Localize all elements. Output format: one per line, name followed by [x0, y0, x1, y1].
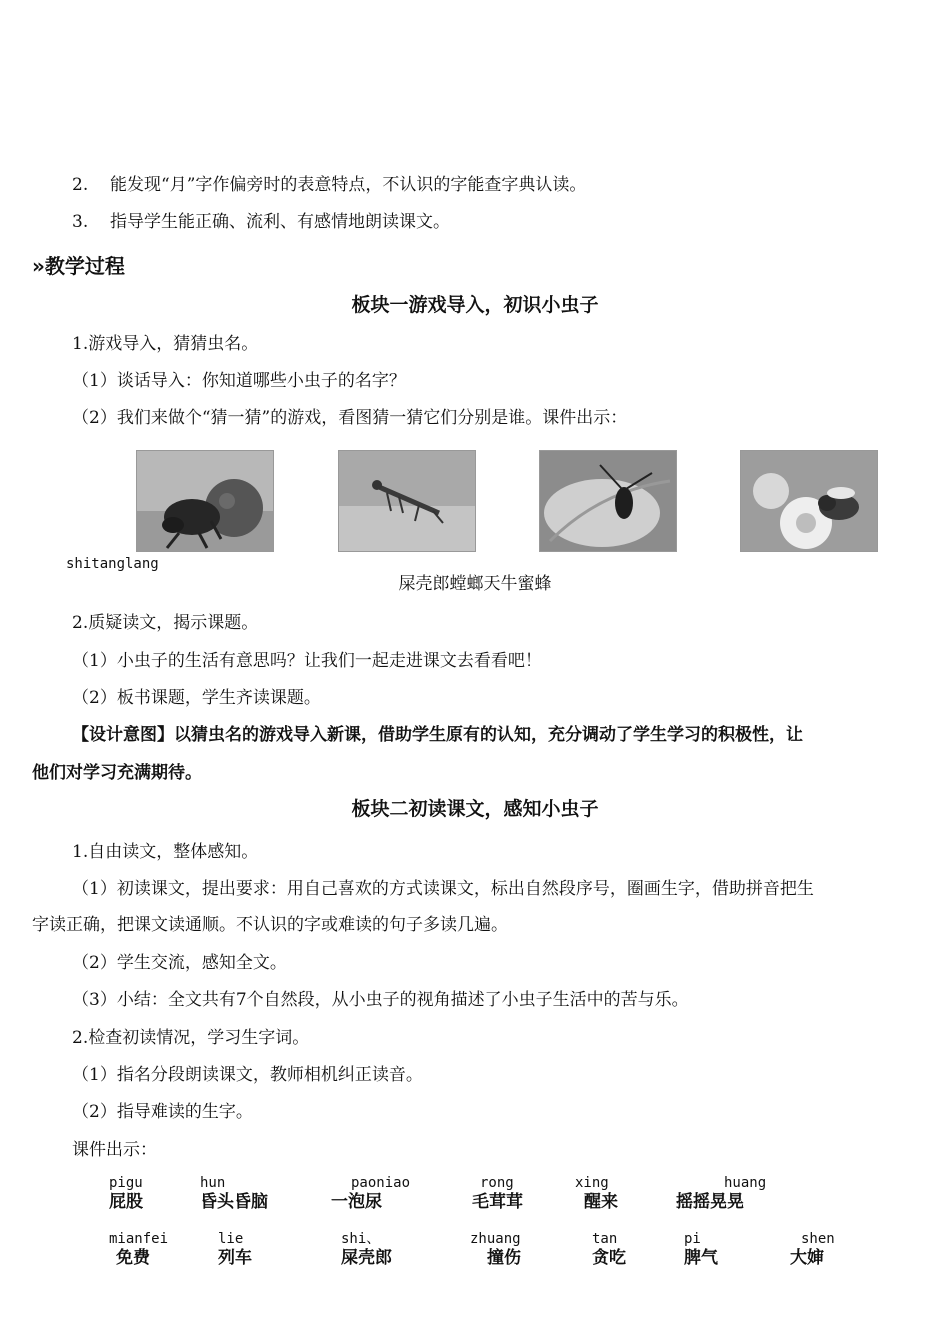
vocab-pinyin: mianfei [109, 1231, 169, 1247]
vocab-word: 屁股 [109, 1192, 143, 1212]
vocab-word: 一泡尿 [331, 1192, 382, 1212]
design-intent-text-line2: 他们对学习充满期待。 [32, 763, 202, 783]
block1-step2-2: （2）板书课题，学生齐读课题。 [72, 688, 321, 708]
block2-step1-3: （3）小结：全文共有7个自然段，从小虫子的视角描述了小虫子生活中的苦与乐。 [72, 990, 689, 1010]
block2-title: 板块二初读课文，感知小虫子 [351, 798, 599, 820]
block2-step1: 1.自由读文，整体感知。 [72, 842, 259, 862]
vocab-word: 大婶 [790, 1248, 824, 1268]
longhorn-beetle-photo [539, 450, 677, 552]
teaching-process-heading: »教学过程 [32, 254, 125, 278]
vocab-word: 昏头昏脑 [200, 1192, 268, 1212]
block2-step1-2: （2）学生交流，感知全文。 [72, 953, 287, 973]
vocab-word: 列车 [218, 1248, 252, 1268]
vocab-pinyin: huang [724, 1175, 767, 1191]
objective-2-number: 2. [72, 175, 89, 195]
block2-step2-2: （2）指导难读的生字。 [72, 1102, 253, 1122]
vocab-pinyin: pigu [109, 1175, 143, 1191]
insect-names-caption: 屎壳郎螳螂天牛蜜蜂 [398, 574, 552, 594]
block1-step1-2: （2）我们来做个“猜一猜”的游戏，看图猜一猜它们分别是谁。课件出示： [72, 408, 628, 428]
vocab-pinyin: paoniao [351, 1175, 411, 1191]
block1-step1: 1.游戏导入，猜猜虫名。 [72, 334, 259, 354]
vocab-pinyin: shen [801, 1231, 835, 1247]
bee-photo [740, 450, 878, 552]
courseware-label: 课件出示： [72, 1140, 157, 1160]
block2-step2: 2.检查初读情况，学习生字词。 [72, 1028, 310, 1048]
objective-3-text: 指导学生能正确、流利、有感情地朗读课文。 [110, 212, 450, 232]
vocab-word: 脾气 [684, 1248, 718, 1268]
vocab-word: 贪吃 [592, 1248, 626, 1268]
vocab-word: 屎壳郎 [341, 1248, 392, 1268]
vocab-word: 摇摇晃晃 [676, 1192, 744, 1212]
vocab-pinyin: xing [575, 1175, 609, 1191]
design-intent-label: 【设计意图】 [72, 725, 174, 745]
vocab-pinyin: shi、 [341, 1231, 381, 1247]
block2-step1-1-line1: （1）初读课文，提出要求：用自己喜欢的方式读课文，标出自然段序号，圈画生字，借助拼音把生 [72, 879, 814, 899]
vocab-pinyin: pi [684, 1231, 701, 1247]
design-intent-paragraph [72, 723, 803, 747]
vocab-pinyin: zhuang [470, 1231, 521, 1247]
block2-step1-1-line2: 字读正确，把课文读通顺。不认识的字或难读的句子多读几遍。 [32, 915, 508, 935]
vocab-pinyin: tan [592, 1231, 618, 1247]
vocab-word: 醒来 [584, 1192, 618, 1212]
vocab-word: 毛茸茸 [472, 1192, 523, 1212]
vocab-pinyin: lie [218, 1231, 244, 1247]
vocab-pinyin: hun [200, 1175, 226, 1191]
vocab-word: 撞伤 [487, 1248, 521, 1268]
dung-beetle-photo [136, 450, 274, 552]
block1-step2-1: （1）小虫子的生活有意思吗？让我们一起走进课文去看看吧！ [72, 651, 542, 671]
block1-step2: 2.质疑读文，揭示课题。 [72, 613, 259, 633]
block1-step1-1: （1）谈话导入：你知道哪些小虫子的名字？ [72, 371, 406, 391]
block2-step2-1: （1）指名分段朗读课文，教师相机纠正读音。 [72, 1065, 423, 1085]
design-intent-text-line1: 以猜虫名的游戏导入新课，借助学生原有的认知，充分调动了学生学习的积极性，让 [174, 725, 803, 745]
vocab-pinyin: rong [480, 1175, 514, 1191]
pinyin-caption: shitanglang [66, 556, 159, 572]
mantis-photo [338, 450, 476, 552]
vocab-word: 免费 [116, 1248, 150, 1268]
block1-title: 板块一游戏导入，初识小虫子 [351, 294, 599, 316]
objective-2-text: 能发现“月”字作偏旁时的表意特点，不认识的字能查字典认读。 [110, 175, 587, 195]
objective-3-number: 3. [72, 212, 89, 232]
